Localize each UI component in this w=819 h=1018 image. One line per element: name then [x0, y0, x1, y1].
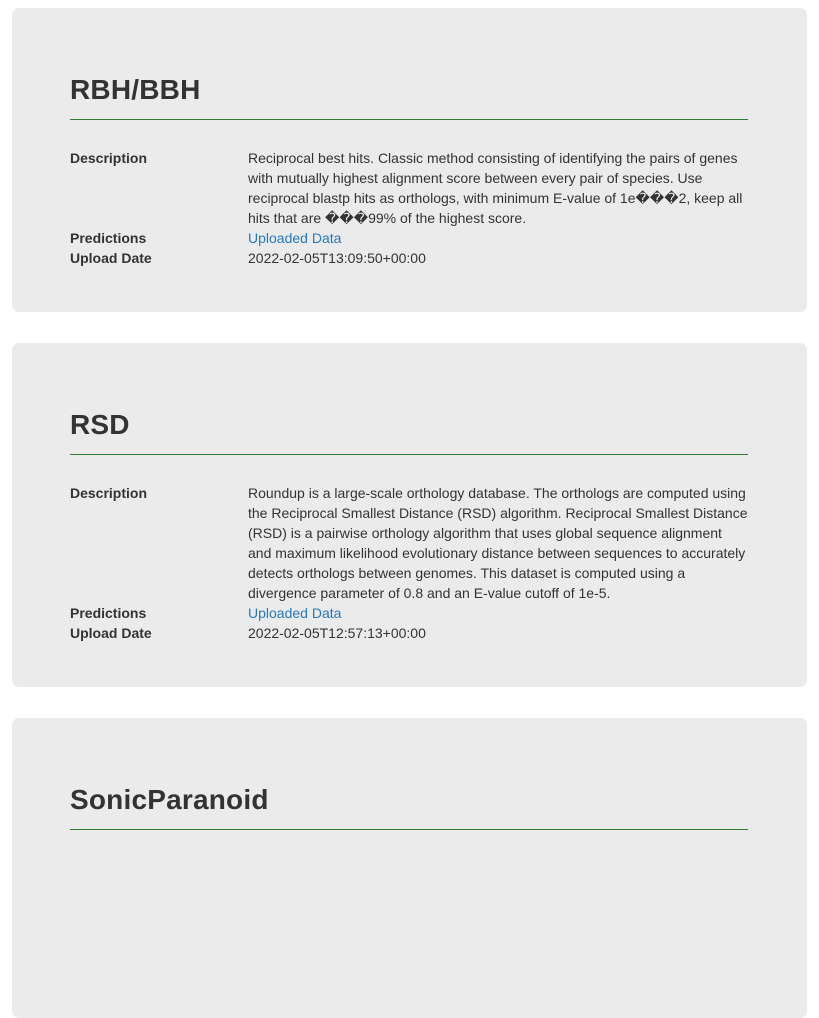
- card-title: SonicParanoid: [70, 784, 269, 815]
- predictions-label: Predictions: [70, 230, 147, 246]
- uploaded-data-link[interactable]: Uploaded Data: [248, 230, 342, 246]
- upload-date-label: Upload Date: [70, 250, 152, 266]
- description-value: Reciprocal best hits. Classic method consisting of identifying the pairs of genes with mutually highest alignment score between every pair of species. Use reciprocal blastp hits as orthologs, with minimum E-value of 1e���2, keep all hits that are ���99% of the highest score.: [248, 150, 743, 226]
- method-card-sonicparanoid: [12, 718, 807, 1018]
- card-title: RBH/BBH: [70, 74, 201, 105]
- predictions-value: [248, 603, 748, 623]
- uploaded-data-link[interactable]: Uploaded Data: [248, 605, 342, 621]
- card-fields: [70, 148, 748, 268]
- description-label: Description: [70, 485, 148, 501]
- predictions-value: [248, 228, 748, 248]
- upload-date-value: 2022-02-05T12:57:13+00:00: [248, 625, 426, 641]
- predictions-label: Predictions: [70, 605, 147, 621]
- title-divider: [70, 454, 748, 455]
- upload-date-label: Upload Date: [70, 625, 152, 641]
- card-fields: [70, 483, 748, 643]
- method-card-rbh-bbh: [12, 8, 807, 312]
- card-title: RSD: [70, 409, 130, 440]
- description-label: Description: [70, 150, 148, 166]
- title-divider: [70, 119, 748, 120]
- title-divider: [70, 829, 748, 830]
- method-card-rsd: [12, 343, 807, 687]
- description-value: Roundup is a large-scale orthology database. The orthologs are computed using the Reciprocal Smallest Distance (RSD) algorithm. Reciprocal Smallest Distance (RSD) is a pairwise orthology algorithm that uses global sequence alignment and maximum likelihood evolutionary distance between sequences to accurately detects orthologs between genomes. This dataset is computed using a divergence parameter of 0.8 and an E-value cutoff of 1e-5.: [248, 485, 748, 601]
- upload-date-value: 2022-02-05T13:09:50+00:00: [248, 250, 426, 266]
